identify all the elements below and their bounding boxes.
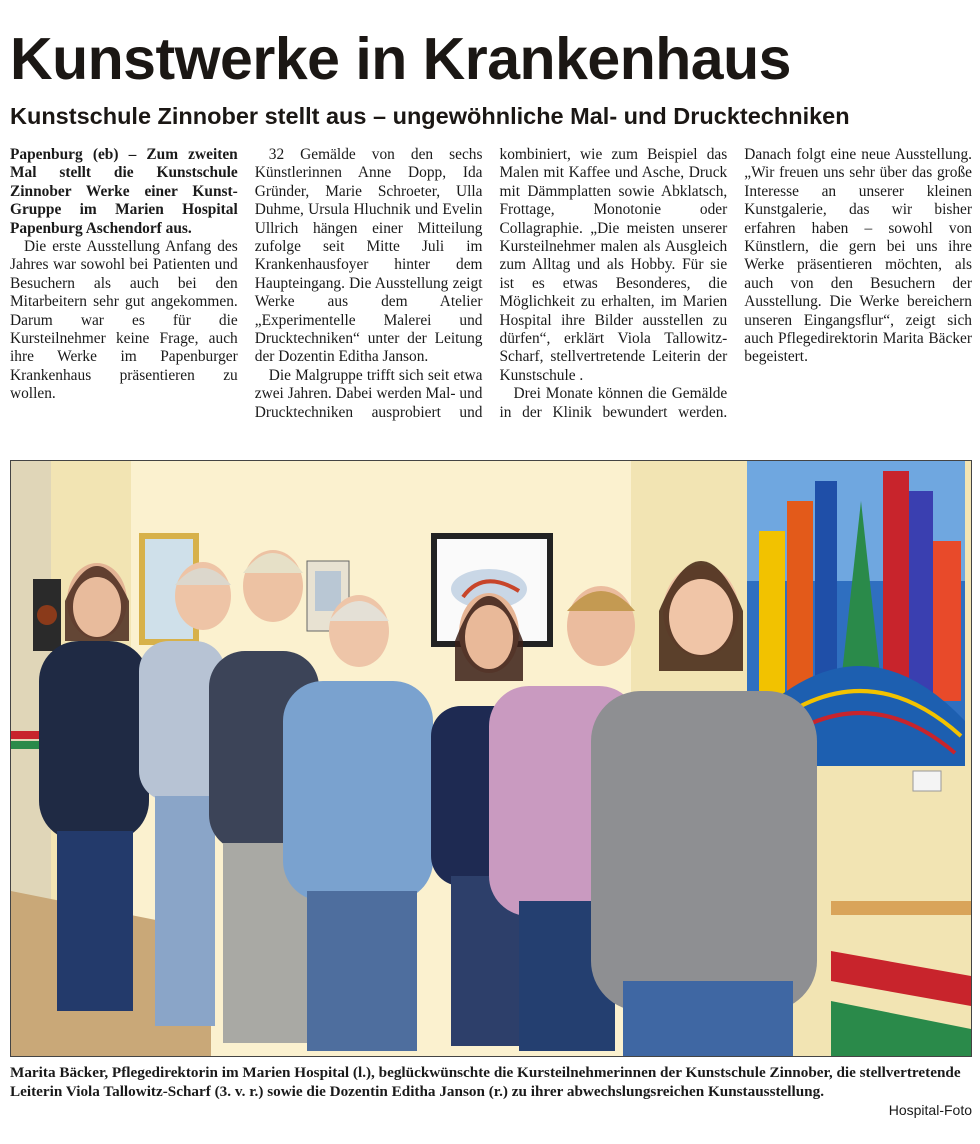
article-paragraph: Die erste Ausstellung Anfang des Jahres war sowohl bei Patienten und Besuchern als auch bei den Mitarbeitern sehr gut angekommen. Darum war es für die Kursteilnehmer keine Frage, auch ihre Werke im Papenburger Krankenhaus präsentieren zu wollen.	[10, 238, 238, 403]
article-lead: Papenburg (eb) – Zum zweiten Mal stellt die Kunstschule Zinnober Werke einer Kunst-Gruppe im Marien Hospital Papenburg Aschendorf aus.	[10, 146, 238, 237]
headline: Kunstwerke in Krankenhaus	[10, 26, 791, 92]
article-photo	[10, 460, 972, 1057]
article-paragraph: Die Malgruppe trifft sich seit etwa zwei Jahren. Dabei werden Mal- und Drucktechniken ausprobiert und kombiniert, wie zum Beispiel das Malen mit Kaffee und Asche, Druck mit Dämmplatten sowie Abklatsch, Frottage, Monotonie oder Collagraphie. „Die meisten unserer Kursteilnehmer malen als Ausgleich zum Alltag und als Hobby. Für sie ist es etwas Besonderes, die Möglichkeit zu erhalten, im Marien Hospital ihre Bilder ausstellen zu dürfen“, erklärt Viola Tallowitz-Scharf, stellvertretende Leiterin der Kunstschule .	[254, 146, 728, 421]
photo-credit: Hospital-Foto	[888, 1102, 972, 1118]
painting-label	[913, 771, 941, 791]
subheadline: Kunstschule Zinnober stellt aus – ungewöhnliche Mal- und Drucktechniken	[10, 103, 850, 129]
article-paragraph: 32 Gemälde von den sechs Künstlerinnen Anne Dopp, Ida Gründer, Marie Schroeter, Ulla Duhme, Ursula Hluchnik und Evelin Ullrich hängen einer Mitteilung zufolge seit Mitte Juli im Krankenhausfoyer hinter dem Haupteingang. Die Ausstellung zeigt Werke aus dem Atelier „Experimentelle Malerei und Drucktechniken“ unter der Leitung der Dozentin Editha Janson.	[254, 146, 483, 366]
article-column-flow	[10, 146, 972, 438]
article-paragraph: Drei Monate können die Gemälde in der Klinik bewundert werden. Danach folgt eine neue Ausstellung. „Wir freuen uns sehr über das große Interesse an unserer kleinen Kunstgalerie, das wir bisher erfahren haben – sowohl von Künstlern, die gern bei uns ihre Werke präsentieren möchten, als auch von den Besuchern der Ausstellung. Die Werke bereichern unseren Eingangsflur“, zeigt sich auch Pflegedirektorin Marita Bäcker begeistert.	[499, 146, 972, 421]
photo-caption: Marita Bäcker, Pflegedirektorin im Marien Hospital (l.), beglückwünschte die Kursteilnehmerinnen der Kunstschule Zinnober, die stellvertretende Leiterin Viola Tallowitz-Scharf (3. v. r.) sowie die Dozentin Editha Janson (r.) zu ihrer abwechslungsreichen Kunstausstellung.	[10, 1064, 961, 1100]
handrail	[831, 901, 971, 915]
article-body	[10, 146, 972, 438]
